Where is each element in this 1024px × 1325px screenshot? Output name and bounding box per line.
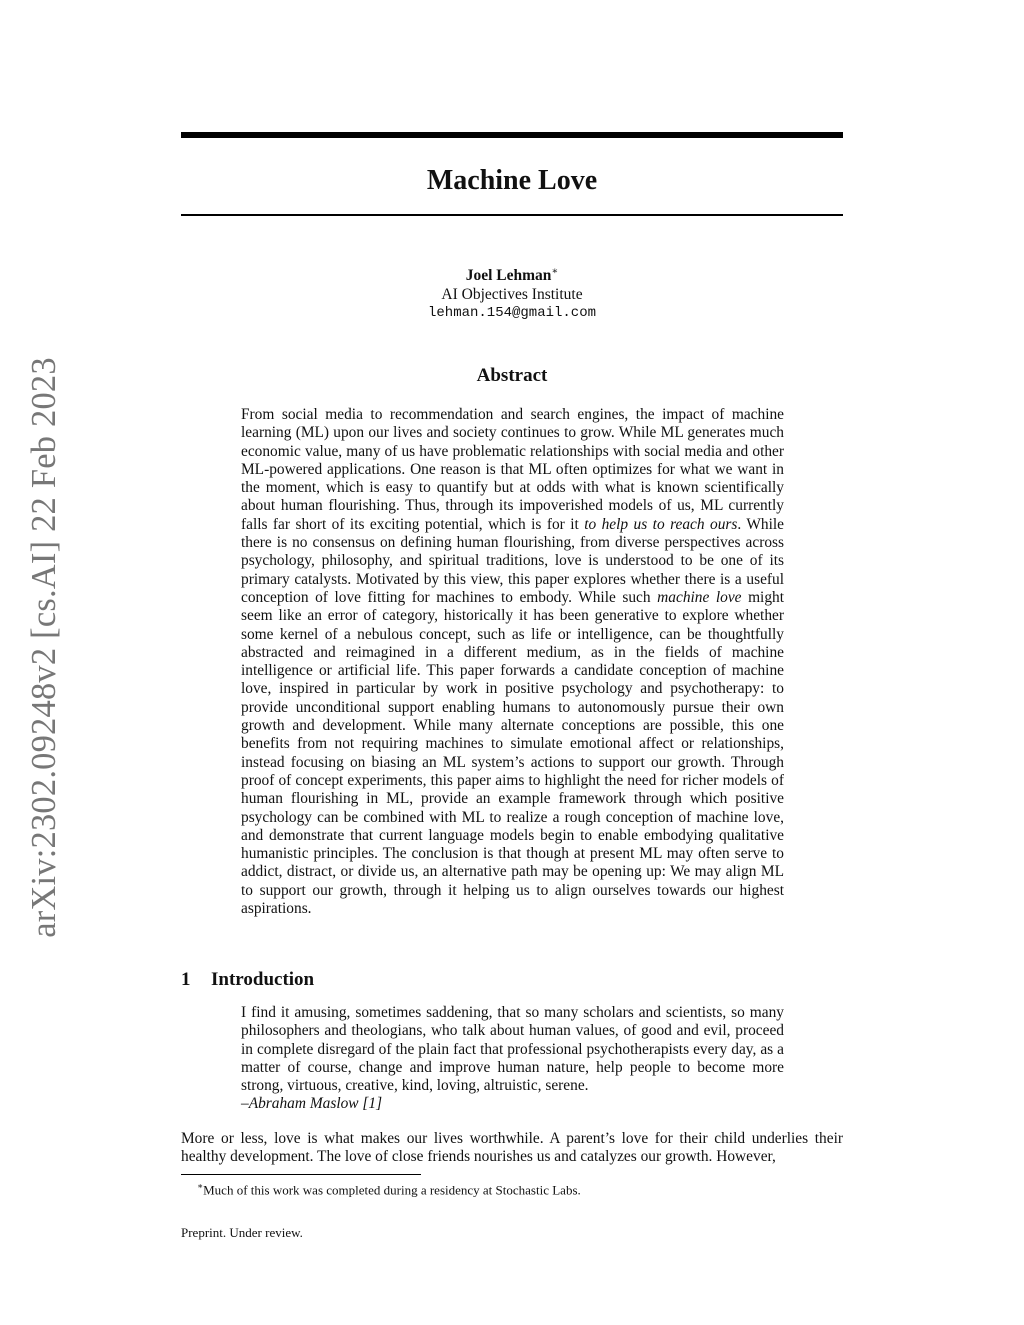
- author-footnote-mark: ∗: [551, 266, 559, 277]
- paper-title: Machine Love: [426, 165, 598, 196]
- author-line: [181, 262, 843, 285]
- author-email[interactable]: lehman.154@gmail.com: [427, 305, 597, 322]
- author-block: [181, 262, 843, 323]
- arxiv-identifier-text: arXiv:2302.09248v2 [cs.AI] 22 Feb 2023: [24, 357, 63, 938]
- abstract-body: From social media to recommendation and search engines, the impact of machine learning (ML) upon our lives and society continues to grow. While ML generates much economic value, many of us have problematic relationships with social media and other ML-powered applications. One reason is that ML often optimizes for what we want in the moment, which is easy to quantify but at odds with what is known scientifically about human flourishing. Thus, through its impoverished models of us, ML currently falls far short of its exciting potential, which is for it to help us to reach ours. While there is no consensus on defining human flourishing, from diverse perspectives across psychology, philosophy, and spiritual traditions, love is understood to be one of its primary catalysts. Motivated by this view, this paper explores whether there is a useful conception of love fitting for machines to embody. While such machine love might seem like an error of category, historically it has been generative to explore whether some kernel of a nebulous concept, such as life or intelligence, can be thoughtfully abstracted and reimagined in a different medium, as in the fields of machine intelligence or artificial life. This paper forwards a candidate conception of machine love, inspired in particular by work in positive psychology and psychotherapy: to provide unconditional support enabling humans to autonomously pursue their own growth and development. While many alternate conceptions are possible, this one benefits from not requiring machines to simulate emotional affect or relationships, instead focusing on biasing an ML system’s actions to support our growth. Through proof of concept experiments, this paper aims to highlight the need for richer models of human flourishing in ML, provide an example framework through which positive psychology can be combined with ML to realize a rough conception of machine love, and demonstrate that current language models begin to enable embodying qualitative humanistic principles. The conclusion is that though at present ML may often serve to addict, distract, or divide us, an alternative path may be opening up: We may align ML to support our growth, through it helping us to align ourselves towards our highest aspirations.: [241, 406, 784, 918]
- footnote-mark: ∗: [197, 1181, 204, 1191]
- section-title: Introduction: [211, 969, 315, 990]
- author-name: Joel Lehman∗: [465, 266, 559, 285]
- title-top-rule: [181, 132, 843, 138]
- section-heading-introduction: [181, 968, 843, 992]
- footnote: ∗Much of this work was completed during a residency at Stochastic Labs.: [197, 1181, 581, 1198]
- author-affiliation: AI Objectives Institute: [441, 286, 583, 304]
- footnote-rule: [181, 1174, 421, 1175]
- abstract-emphasis-1: to help us to reach ours: [584, 515, 738, 533]
- epigraph-quote: I find it amusing, sometimes saddening, that so many scholars and scientists, so many philosophers and theologians, who talk about human values, of good and evil, proceed in complete disregard of the plain fact that professional psychotherapists every day, as a matter of course, change and improve human nature, help people to become more strong, virtuous, creative, kind, loving, altruistic, serene. –Abraham Maslow [1]: [241, 1004, 784, 1113]
- preprint-notice: Preprint. Under review.: [181, 1225, 303, 1240]
- epigraph-attribution: –Abraham Maslow [1]: [241, 1095, 383, 1113]
- title-bottom-rule: [181, 214, 843, 216]
- abstract-heading: Abstract: [476, 365, 548, 386]
- arxiv-identifier-stamp: [22, 355, 66, 940]
- abstract-emphasis-2: machine love: [657, 588, 742, 606]
- section-number: 1: [181, 969, 191, 990]
- intro-paragraph: More or less, love is what makes our lives worthwhile. A parent’s love for their child underlies their healthy development. The love of close friends nourishes us and catalyzes our growth. However,: [181, 1130, 843, 1166]
